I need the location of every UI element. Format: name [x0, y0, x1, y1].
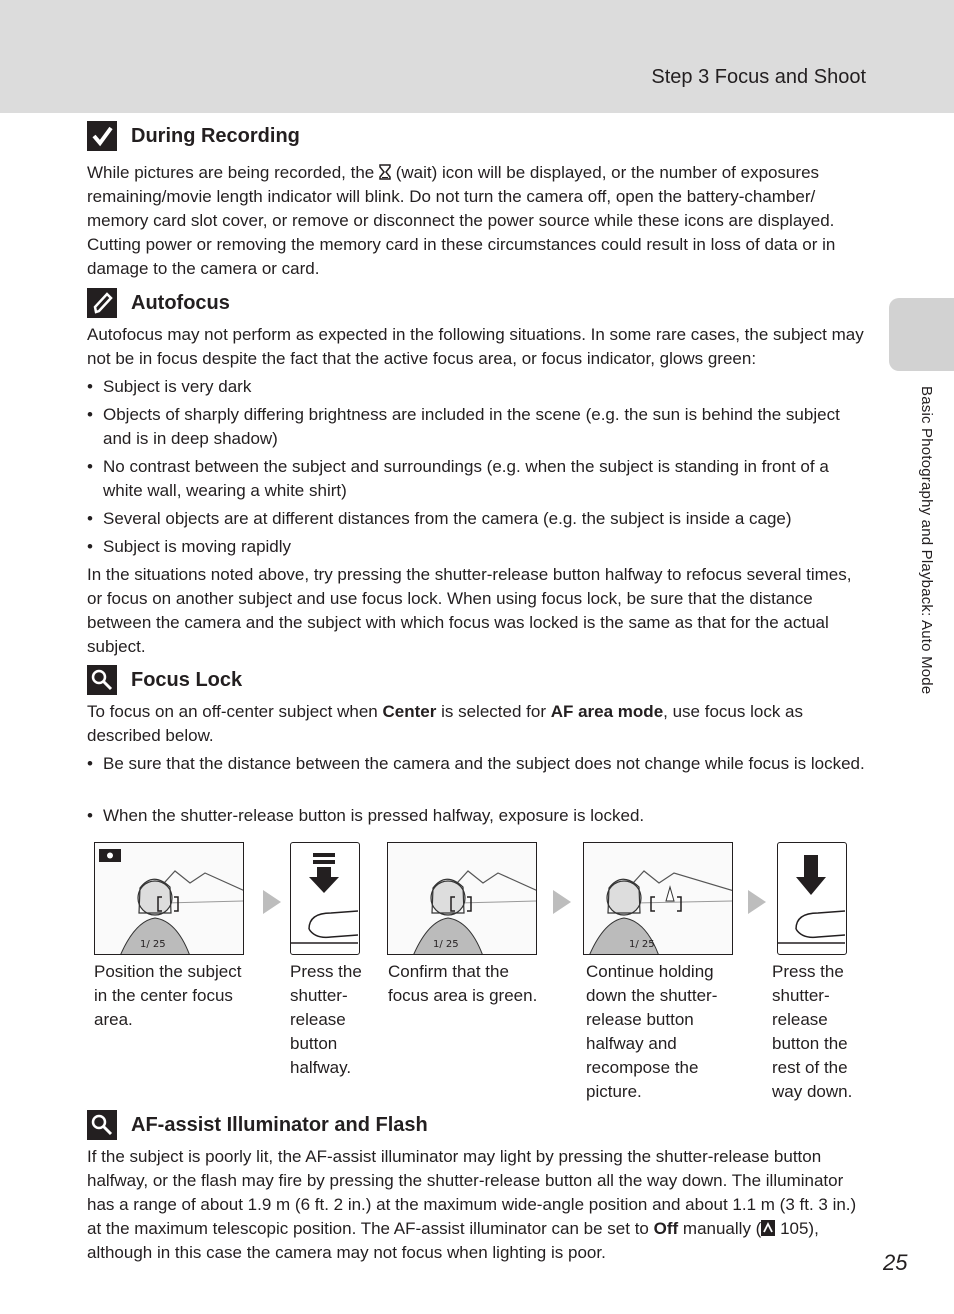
recording-body-a: While pictures are being recorded, the: [87, 163, 375, 182]
autofocus-bullet: • No contrast between the subject and surroundings (e.g. when the subject is standing in front of a white wall, wearing a white shirt): [87, 455, 867, 503]
recording-heading: [87, 120, 300, 152]
caption-line: Confirm that the: [388, 962, 509, 981]
step3-screen-image: [583, 842, 733, 955]
focus-lock-intro-b: is selected for: [441, 702, 546, 721]
step4-caption: [586, 960, 717, 1104]
caption-line: Press the: [772, 962, 844, 981]
caption-line: shutter-: [290, 986, 348, 1005]
arrow-right-icon: [259, 884, 283, 920]
focus-lock-intro-a: To focus on an off-center subject when: [87, 702, 378, 721]
focus-lock-heading: [87, 664, 242, 696]
shutter-half-press-image: [290, 842, 360, 955]
af-area-mode-setting: AF area mode: [550, 702, 664, 721]
caption-line: rest of the: [772, 1058, 848, 1077]
autofocus-outro: In the situations noted above, try pressing the shutter-release button halfway to refocus several times, or focus on another subject and use focus lock. When using focus lock, be sure that the distance between the camera and the subject with which focus was locked is the same as that for the actual subject.: [87, 565, 852, 656]
arrow-right-icon: [549, 884, 573, 920]
caption-line: button: [290, 1034, 338, 1053]
autofocus-bullet: • Subject is moving rapidly: [87, 535, 867, 559]
header-title: Step 3 Focus and Shoot: [651, 66, 866, 88]
page-number: 25: [883, 1250, 908, 1275]
caption-line: halfway and: [586, 1034, 677, 1053]
af-assist-title: AF-assist Illuminator and Flash: [131, 1113, 428, 1136]
recording-title: During Recording: [131, 124, 300, 147]
caption-line: release button: [586, 1010, 694, 1029]
autofocus-heading: [87, 287, 230, 319]
caption-line: down the shutter-: [586, 986, 718, 1005]
recording-body-b: (wait) icon will be displayed, or the number of exposures remaining/movie length indicator will blink. Do not turn the camera off, open the battery-chamber/ memory card slot cover, or remove or disconnect the power source while these icons are displayed. Cutting power or removing the memory card in these circumstances could result in loss of data or in damage to the camera or card.: [87, 163, 836, 278]
autofocus-title: Autofocus: [131, 291, 230, 314]
af-assist-heading: [87, 1109, 428, 1141]
caption-line: button the: [772, 1034, 848, 1053]
af-assist-body-a: If the subject is poorly lit, the AF-assist illuminator may light by pressing the shutter-release button halfway, or the flash may fire by pressing the shutter-release button all the way down. The illuminator has a range of about 1.9 m (6 ft. 2 in.) at the maximum wide-angle position and about 1.1 m (3 ft. 3 in.) at the maximum telescopic position. The AF-assist illuminator can be set to: [87, 1147, 857, 1238]
shot-counter: 1/ 25: [629, 939, 655, 950]
af-assist-body-b: manually (: [682, 1219, 762, 1238]
caption-line: Position the subject: [94, 962, 242, 981]
af-assist-body: [87, 1145, 867, 1265]
header-band: [0, 0, 954, 113]
recording-body: [87, 161, 867, 281]
caption-line: area.: [94, 1010, 133, 1029]
caption-line: recompose the: [586, 1058, 699, 1077]
step3-caption: [388, 960, 537, 1008]
pencil-note-icon: [87, 288, 117, 318]
caption-line: shutter-: [772, 986, 830, 1005]
shot-counter: 1/ 25: [433, 939, 459, 950]
focus-lock-bullet: • Be sure that the distance between the camera and the subject does not change while focus is locked.: [87, 752, 867, 776]
magnifier-note-icon: [87, 665, 117, 695]
focus-lock-intro: [87, 700, 867, 748]
arrow-right-icon: [744, 884, 768, 920]
step5-caption: [772, 960, 852, 1104]
autofocus-bullet: • Subject is very dark: [87, 375, 867, 399]
page-reference-icon: [761, 1220, 775, 1236]
autofocus-bullet: • Several objects are at different distances from the camera (e.g. the subject is inside a cage): [87, 507, 867, 531]
caption-line: in the center focus: [94, 986, 233, 1005]
off-setting: Off: [653, 1219, 679, 1238]
focus-lock-intro-c: , use focus lock as described below.: [87, 702, 803, 745]
shot-counter: 1/ 25: [140, 939, 166, 950]
caption-line: Press the: [290, 962, 362, 981]
autofocus-bullet: • Objects of sharply differing brightness are included in the scene (e.g. the sun is behind the subject and is in deep shadow): [87, 403, 867, 451]
check-note-icon: [87, 121, 117, 151]
af-assist-body-c: 105), although in this case the camera may not focus when lighting is poor.: [87, 1219, 819, 1262]
autofocus-intro: Autofocus may not perform as expected in the following situations. In some rare cases, the subject may not be in focus despite the fact that the active focus area, or focus indicator, glows green:: [87, 325, 864, 368]
caption-line: way down.: [772, 1082, 853, 1101]
caption-line: halfway.: [290, 1058, 352, 1077]
step2-caption: [290, 960, 362, 1080]
step2-screen-image: [387, 842, 537, 955]
caption-line: release: [290, 1010, 346, 1029]
focus-lock-bullet: • When the shutter-release button is pressed halfway, exposure is locked.: [87, 804, 867, 828]
focus-lock-title: Focus Lock: [131, 668, 243, 691]
caption-line: focus area is green.: [388, 986, 538, 1005]
caption-line: picture.: [586, 1082, 642, 1101]
side-tab: [889, 298, 954, 371]
caption-line: release: [772, 1010, 828, 1029]
side-tab-label: Basic Photography and Playback: Auto Mode: [918, 386, 935, 695]
shutter-full-press-image: [777, 842, 847, 955]
hourglass-icon: [379, 164, 391, 180]
caption-line: Continue holding: [586, 962, 714, 981]
magnifier-note-icon: [87, 1110, 117, 1140]
center-setting: Center: [382, 702, 437, 721]
step1-screen-image: [94, 842, 244, 955]
step1-caption: [94, 960, 241, 1032]
